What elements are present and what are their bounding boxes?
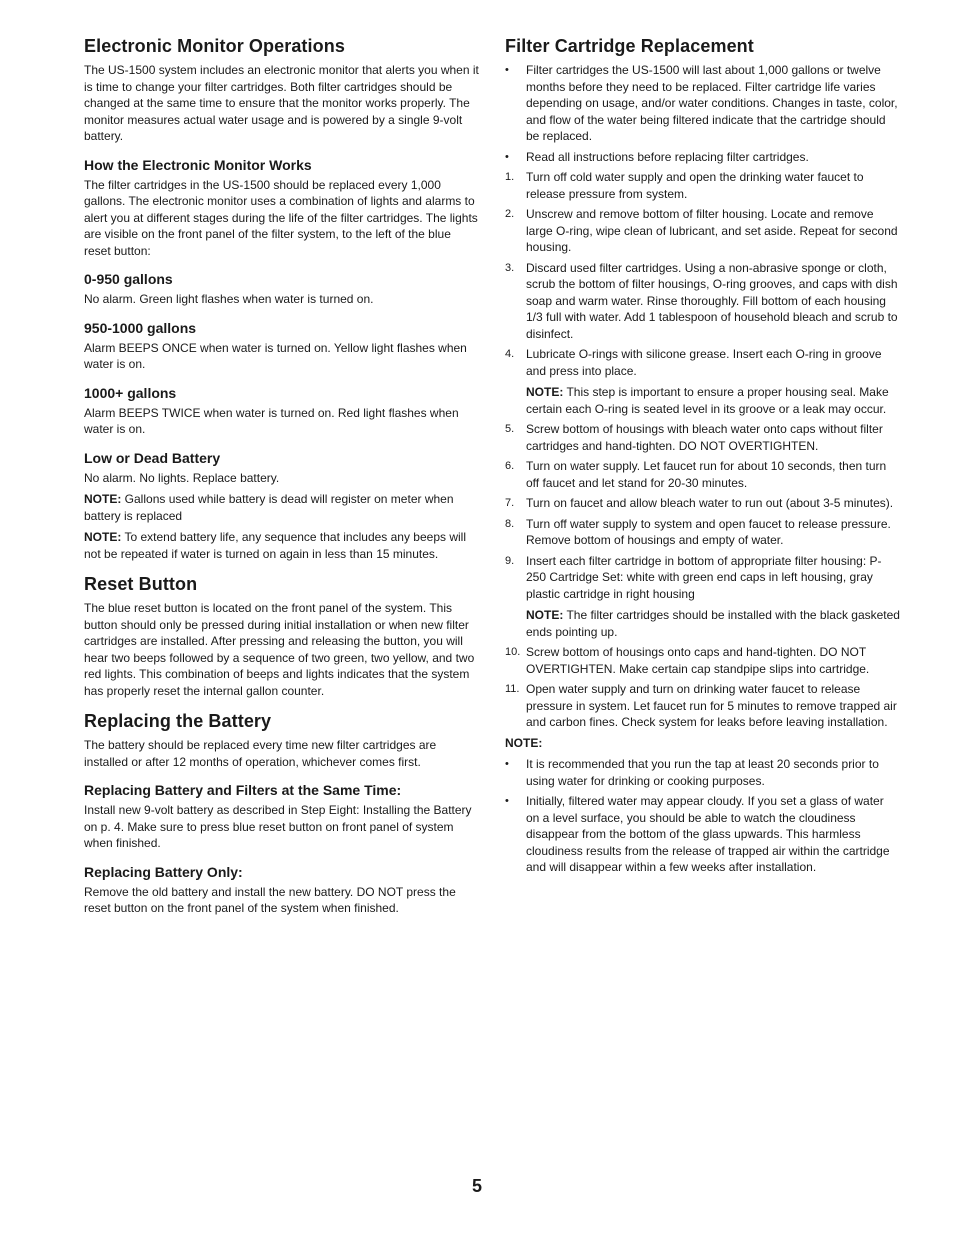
right-column [505,36,900,880]
paragraph-reset-button: The blue reset button is located on the front panel of the system. This button should only be pressed during initial installation or when new filter cartridges are installed. After pressing and releasing the button, you will hear two beeps followed by a sequence of two green, two yellow, and two red lights. This combination of beeps and lights indicates that the system has properly reset the internal gallon counter. [84,601,475,698]
subsection-title-1000-plus: 1000+ gallons [84,384,177,401]
paragraph-electronic-monitor: The US-1500 system includes an electronic monitor that alerts you when it is time to change your filter cartridges. Both filter cartridges should be changed at the same time to ensure that the monitor works properly. The monitor measures actual water usage and is powered by a single 9-volt battery. [84,63,479,143]
step-note [526,384,900,417]
bullet-text: Read all instructions before replacing filter cartridges. [526,149,809,164]
paragraph-low-battery: No alarm. No lights. Replace battery. [84,470,280,485]
step-text: Open water supply and turn on drinking water faucet to release pressure in system. Let faucet run for 5 minutes to remove trapped air and carbon fines. Check system for leaks before leaving installation. [526,682,897,729]
page-number: 5 [471,1176,482,1196]
subsection-title-same-time: Replacing Battery and Filters at the Same Time: [84,782,402,798]
step-text: Turn off water supply to system and open faucet to release pressure. Remove bottom of housings and empty of water. [526,516,891,547]
subsection-title-0-950: 0-950 gallons [84,271,173,287]
bullet-text: It is recommended that you run the tap at least 20 seconds prior to using water for drinking or cooking purposes. [526,757,879,788]
paragraph-same-time: Install new 9-volt battery as described in Step Eight: Installing the Battery on p. 4. Make sure to press blue reset button on front panel of system when finished. [84,803,472,850]
step-item [505,495,900,512]
step-item [505,421,900,454]
list-item [505,149,900,166]
step-text: Turn on faucet and allow bleach water to run out (about 3-5 minutes). [526,496,894,510]
paragraph-950-1000: Alarm BEEPS ONCE when water is turned on. Yellow light flashes when water is on. [84,340,467,371]
note-text: To extend battery life, any sequence that includes any beeps will not be repeated if water is turned on again in less than 15 minutes. [84,530,467,561]
note-text: The filter cartridges should be installed with the black gasketed ends pointing up. [526,608,900,639]
left-column [84,36,479,922]
step-text: Lubricate O-rings with silicone grease. Insert each O-ring in groove and press into place. [526,347,882,378]
bullet-mark: • [505,758,509,770]
step-number: 9. [505,554,515,567]
list-item [505,793,900,876]
step-number: 10. [505,646,521,658]
bullet-mark: • [505,795,509,807]
note-text: Gallons used while battery is dead will register on meter when battery is replaced [84,492,454,523]
section-title-filter-replacement: Filter Cartridge Replacement [505,36,754,56]
step-text: Screw bottom of housings onto caps and hand-tighten. DO NOT OVERTIGHTEN. Make certain cap standpipe slips into cartridge. [526,645,870,676]
intro-bullet-list [505,62,900,165]
step-text: Unscrew and remove bottom of filter housing. Locate and remove large O-ring, wipe clean of lubricant, and set aside. Repeat for second housing. [526,207,898,254]
paragraph-how-monitor-works: The filter cartridges in the US-1500 should be replaced every 1,000 gallons. The electronic monitor uses a combination of lights and alarms to alert you at different stages during the life of the filter cartridges. The lights are visible on the front panel of the filter system, to the left of the blue reset button: [84,177,478,258]
paragraph-1000-plus: Alarm BEEPS TWICE when water is turned on. Red light flashes when water is on. [84,405,459,436]
note-label: NOTE: [526,385,564,399]
step-number: 7. [505,497,515,509]
section-title-electronic-monitor: Electronic Monitor Operations [84,36,345,56]
step-item [505,169,900,202]
step-item [505,516,900,549]
step-number: 1. [505,171,515,183]
subsection-title-low-battery: Low or Dead Battery [84,449,221,466]
note-text: This step is important to ensure a proper housing seal. Make certain each O-ring is seated level in its groove or a leak may occur. [526,385,889,416]
step-number: 6. [505,460,515,472]
step-number: 11. [505,683,520,695]
list-item [505,756,900,789]
note-label: NOTE: [526,608,564,622]
list-item [505,62,900,145]
paragraph-0-950: No alarm. Green light flashes when water is turned on. [84,292,374,306]
step-text: Turn on water supply. Let faucet run for about 10 seconds, then turn off faucet and let stand for 20-30 minutes. [526,459,887,490]
step-item [505,346,900,417]
final-note-label: NOTE: [505,735,543,750]
step-note [526,607,900,640]
note-battery-life [84,529,479,562]
paragraph-battery-only: Remove the old battery and install the new battery. DO NOT press the reset button on the front panel of the system when finished. [84,884,456,915]
step-text: Screw bottom of housings with bleach water onto caps without filter cartridges and hand-tighten. DO NOT OVERTIGHTEN. [526,422,883,453]
step-text: Insert each filter cartridge in bottom of appropriate filter housing: P-250 Cartridge Set: white with green end caps in left housing, gray plastic cartridge in right housing [526,553,882,601]
step-number: 8. [505,517,515,530]
subsection-title-950-1000: 950-1000 gallons [84,319,197,336]
step-number: 2. [505,208,515,220]
paragraph-replacing-battery: The battery should be replaced every time new filter cartridges are installed or after 12 months of operation, whichever comes first. [84,738,437,769]
step-item [505,206,900,256]
section-title-reset-button: Reset Button [84,574,198,594]
note-label: NOTE: [84,530,122,544]
step-text: Turn off cold water supply and open the drinking water faucet to release pressure from system. [526,170,864,201]
step-item [505,681,900,731]
step-number: 4. [505,348,515,360]
steps-list [505,169,900,731]
bullet-text: Initially, filtered water may appear cloudy. If you set a glass of water on a level surface, you should be able to watch the cloudiness disappear from the bottom of the glass upwards. This harmless cloudiness results from the release of trapped air within the cartridge and will disappear within a few weeks after installation. [526,794,890,874]
step-item [505,553,900,641]
note-gallons-dead-battery [84,491,479,524]
note-label: NOTE: [84,492,122,506]
note-bullet-list [505,756,900,876]
subsection-title-how-monitor-works: How the Electronic Monitor Works [84,156,312,173]
bullet-mark: • [505,64,509,76]
subsection-title-battery-only: Replacing Battery Only: [84,863,243,880]
step-item [505,644,900,677]
bullet-text: Filter cartridges the US-1500 will last about 1,000 gallons or twelve months before they need to be replaced. Filter cartridge life varies depending on usage, and/or water conditions. Changes in taste, color, and flow of the water being filtered indicate that the cartridge should be replaced. [526,63,898,143]
step-item [505,458,900,491]
section-title-replacing-battery: Replacing the Battery [84,711,272,731]
step-text: Discard used filter cartridges. Using a non-abrasive sponge or cloth, scrub the bottom of filter housings, O-ring grooves, and caps with dish soap and warm water. Rinse thoroughly. Fill bottom of each housing 1/3 full with water. Add 1 tablespoon of household bleach and scrub to disinfect. [526,260,898,341]
step-item [505,260,900,343]
bullet-mark: • [505,150,509,163]
step-number: 3. [505,261,515,274]
step-number: 5. [505,423,515,435]
